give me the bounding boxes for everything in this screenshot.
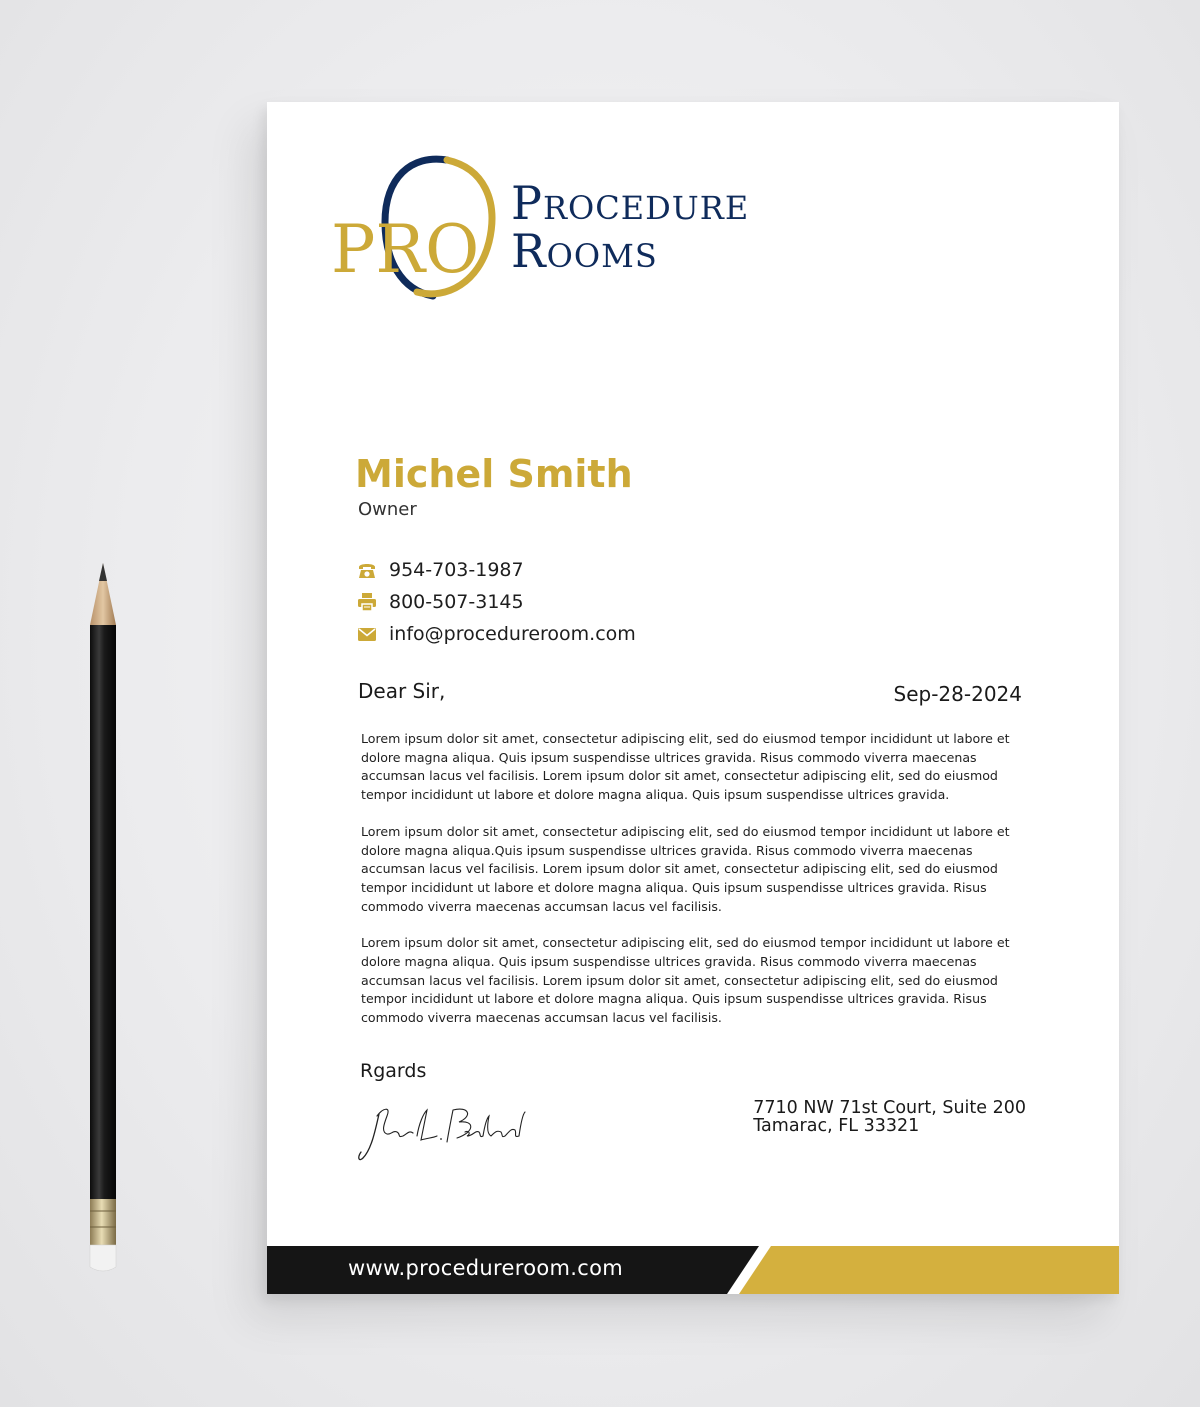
address-line2: Tamarac, FL 33321 [753,1116,920,1136]
letter-paragraph: Lorem ipsum dolor sit amet, consectetur adipiscing elit, sed do eiusmod tempor incididunt ut labore et dolore magna aliqua. Quis ipsum suspendisse ultrices gravida. Risus commodo viverra maecenas accumsan lacus vel facilisis. Lorem ipsum dolor sit amet, consectetur adipiscing elit, sed do eiusmod tempor incididunt ut labore et dolore magna aliqua. Quis ipsum suspendisse ultrices gravida. [361,731,1010,803]
letter-paragraph: Lorem ipsum dolor sit amet, consectetur adipiscing elit, sed do eiusmod tempor incididunt ut labore et dolore magna aliqua.Quis ipsum suspendisse ultrices gravida. Risus commodo viverra maecenas accumsan lacus vel facilisis. Lorem ipsum dolor sit amet, consectetur adipiscing elit, sed do eiusmod tempor incididunt ut labore et dolore magna aliqua. Quis ipsum suspendisse ultrices gravida. Risus commodo viverra maecenas accumsan lacus vel facilisis. [361,823,1010,914]
footer-bar [267,1246,1119,1294]
phone-icon [357,560,377,580]
letter-body [361,730,1027,1046]
sender-role: Owner [358,499,417,520]
pencil-image [78,555,128,1285]
handwritten-signature [357,1102,527,1172]
fax-icon [357,592,377,612]
letter-greeting: Dear Sir, [358,679,446,703]
company-address [753,1099,1026,1135]
logo-ring-icon [329,150,529,310]
letter-paragraph: Lorem ipsum dolor sit amet, consectetur adipiscing elit, sed do eiusmod tempor incididunt ut labore et dolore magna aliqua. Quis ipsum suspendisse ultrices gravida. Risus commodo viverra maecenas accumsan lacus vel facilisis. Lorem ipsum dolor sit amet, consectetur adipiscing elit, sed do eiusmod tempor incididunt ut labore et dolore magna aliqua. Quis ipsum suspendisse ultrices gravida. Risus commodo viverra maecenas accumsan lacus vel facilisis. [361,935,1010,1026]
sender-name: Michel Smith [355,452,633,496]
contact-email-text: info@procedureroom.com [389,623,636,645]
letterhead-page [267,102,1119,1294]
contact-phone-text: 954-703-1987 [389,559,524,581]
contact-phone [357,554,636,586]
contact-fax-text: 800-507-3145 [389,591,524,613]
logo-wordmark [511,176,750,278]
envelope-icon [357,624,377,644]
company-logo [329,150,849,310]
contact-fax [357,586,636,618]
address-line1: 7710 NW 71st Court, Suite 200 [753,1098,1026,1118]
logo-wordmark-line1: Procedure [511,176,750,230]
letter-date: Sep-28-2024 [893,682,1022,706]
contact-list [357,554,636,650]
svg-text:PRO: PRO [331,211,480,288]
contact-email [357,618,636,650]
logo-wordmark-line2: Rooms [511,224,658,278]
footer-website-link[interactable]: www.procedureroom.com [348,1256,623,1280]
letter-closing: Rgards [360,1060,427,1082]
